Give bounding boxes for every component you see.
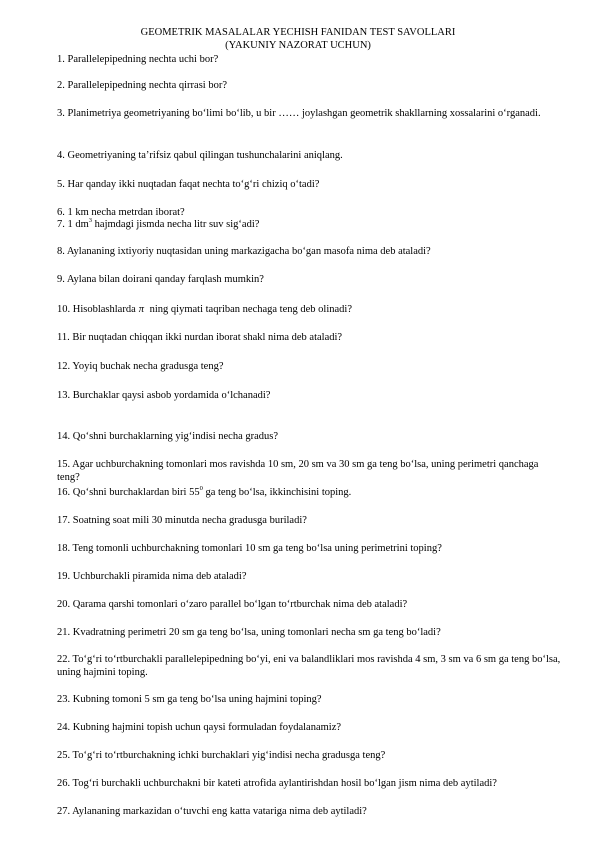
question-10-end: ning qiymati taqriban nechaga teng deb olinadi? bbox=[147, 304, 352, 315]
question-11: 11. Bir nuqtadan chiqqan ikki nurdan iborat shakl nima deb ataladi? bbox=[57, 332, 343, 343]
question-25: 25. To‘g‘ri to‘rtburchakning ichki burchaklari yig‘indisi necha gradusga teng? bbox=[57, 750, 386, 761]
question-2: 2. Parallelepipedning nechta qirrasi bor? bbox=[57, 80, 227, 91]
question-3: 3. Planimetriya geometriyaning bo‘limi bo‘lib, u bir …… joylashgan geometrik shakllarning xossalarini o‘rganadi. bbox=[57, 108, 541, 119]
question-8: 8. Aylananing ixtiyoriy nuqtasidan uning markazigacha bo‘gan masofa nima deb ataladi? bbox=[57, 246, 431, 257]
pi-symbol: π bbox=[138, 304, 145, 315]
superscript-3: 3 bbox=[88, 216, 93, 224]
question-21: 21. Kvadratning perimetri 20 sm ga teng bo‘lsa, uning tomonlari necha sm ga teng bo‘ladi? bbox=[57, 627, 441, 638]
question-10 bbox=[57, 303, 562, 316]
question-16-end: ga teng bo‘lsa, ikkinchisini toping. bbox=[202, 487, 352, 498]
question-12: 12. Yoyiq buchak necha gradusga teng? bbox=[57, 361, 224, 372]
question-7 bbox=[57, 218, 562, 231]
question-10-start: 10. Hisoblashlarda bbox=[57, 304, 136, 315]
question-20: 20. Qarama qarshi tomonlari o‘zaro parallel bo‘lgan to‘rtburchak nima deb ataladi? bbox=[57, 599, 408, 610]
question-7-start: 7. 1 dm bbox=[57, 219, 89, 230]
question-15: 15. Agar uchburchakning tomonlari mos ravishda 10 sm, 20 sm va 30 sm ga teng bo‘lsa, uning perimetri qanchaga teng? bbox=[57, 459, 539, 483]
question-23: 23. Kubning tomoni 5 sm ga teng bo‘lsa uning hajmini toping? bbox=[57, 694, 322, 705]
question-17: 17. Soatning soat mili 30 minutda necha gradusga buriladi? bbox=[57, 515, 307, 526]
question-5: 5. Har qanday ikki nuqtadan faqat nechta to‘g‘ri chiziq o‘tadi? bbox=[57, 179, 320, 190]
question-13: 13. Burchaklar qaysi asbob yordamida o‘lchanadi? bbox=[57, 390, 271, 401]
question-9: 9. Aylana bilan doirani qanday farqlash mumkin? bbox=[57, 274, 264, 285]
question-24: 24. Kubning hajmini topish uchun qaysi formuladan foydalanamiz? bbox=[57, 722, 342, 733]
document-subtitle: (YAKUNIY NAZORAT UCHUN) bbox=[225, 40, 371, 51]
question-1: 1. Parallelepipedning nechta uchi bor? bbox=[57, 54, 219, 65]
question-4: 4. Geometriyaning ta’rifsiz qabul qilingan tushunchalarini aniqlang. bbox=[57, 150, 343, 161]
question-14: 14. Qo‘shni burchaklarning yig‘indisi necha gradus? bbox=[57, 431, 279, 442]
question-26: 26. Tog‘ri burchakli uchburchakni bir kateti atrofida aylantirishdan hosil bo‘lgan jism nima deb aytiladi? bbox=[57, 778, 497, 789]
question-19: 19. Uchburchakli piramida nima deb ataladi? bbox=[57, 571, 247, 582]
question-7-end: hajmdagi jismda necha litr suv sig‘adi? bbox=[92, 219, 260, 230]
question-16 bbox=[57, 486, 562, 499]
document-title: GEOMETRIK MASALALAR YECHISH FANIDAN TEST SAVOLLARI bbox=[140, 27, 456, 38]
degree-superscript: 0 bbox=[199, 484, 203, 492]
question-22: 22. To‘g‘ri to‘rtburchakli parallelepipedning bo‘yi, eni va balandliklari mos ravishda 4 sm, 3 sm va 6 sm ga teng bo‘lsa, uning hajmini toping. bbox=[57, 654, 561, 678]
question-18: 18. Teng tomonli uchburchakning tomonlari 10 sm ga teng bo‘lsa uning perimetrini toping? bbox=[57, 543, 442, 554]
question-16-start: 16. Qo‘shni burchaklardan biri 55 bbox=[57, 487, 200, 498]
question-27: 27. Aylananing markazidan o‘tuvchi eng katta vatariga nima deb aytiladi? bbox=[57, 806, 367, 817]
question-6: 6. 1 km necha metrdan iborat? bbox=[57, 207, 185, 218]
